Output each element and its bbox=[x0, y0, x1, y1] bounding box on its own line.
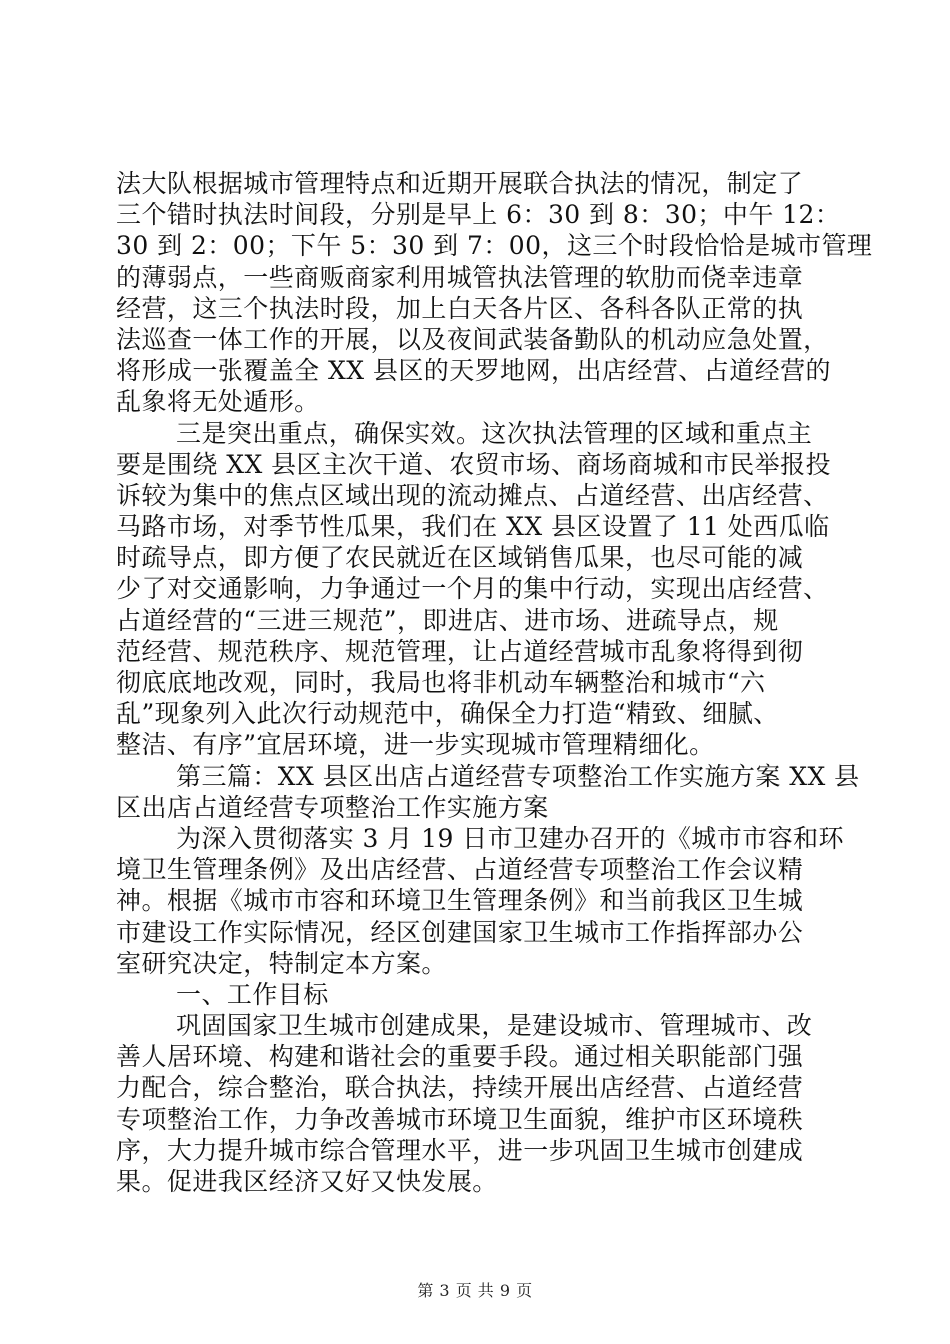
text-line: 乱象将无处遁形。 bbox=[116, 387, 320, 417]
text-line: 善人居环境、构建和谐社会的重要手段。通过相关职能部门强 bbox=[116, 1042, 804, 1072]
text-line: 神。根据《城市市容和环境卫生管理条例》和当前我区卫生城 bbox=[116, 886, 804, 916]
text-line: 经营，这三个执法时段，加上白天各片区、各科各队正常的执 bbox=[116, 293, 804, 323]
text-line: 范经营、规范秩序、规范管理，让占道经营城市乱象将得到彻 bbox=[116, 636, 804, 666]
document-body bbox=[116, 168, 873, 1197]
text-line: 为深入贯彻落实 3 月 19 日市卫建办召开的《城市市容和环 bbox=[176, 823, 845, 853]
text-line: 果。促进我区经济又好又快发展。 bbox=[116, 1167, 498, 1196]
text-line: 法巡查一体工作的开展，以及夜间武装备勤队的机动应急处置， bbox=[116, 324, 829, 354]
text-line: 乱”现象列入此次行动规范中，确保全力打造“精致、细腻、 bbox=[116, 699, 779, 729]
text-line: 力配合，综合整治，联合执法，持续开展出店经营、占道经营 bbox=[116, 1073, 804, 1103]
text-line: 序，大力提升城市综合管理水平，进一步巩固卫生城市创建成 bbox=[116, 1135, 804, 1165]
text-line: 市建设工作实际情况，经区创建国家卫生城市工作指挥部办公 bbox=[116, 917, 804, 947]
page-footer: 第 3 页 共 9 页 bbox=[417, 1281, 533, 1300]
text-line: 诉较为集中的焦点区域出现的流动摊点、占道经营、出店经营、 bbox=[116, 480, 829, 510]
text-line: 三个错时执法时间段，分别是早上 6：30 到 8：30；中午 12： bbox=[116, 200, 841, 230]
text-line: 整洁、有序”宜居环境，进一步实现城市管理精细化。 bbox=[116, 730, 715, 760]
text-line: 30 到 2：00；下午 5：30 到 7：00，这三个时段恰恰是城市管理 bbox=[116, 231, 873, 261]
text-line: 三是突出重点，确保实效。这次执法管理的区域和重点主 bbox=[176, 418, 813, 448]
text-line: 要是围绕 XX 县区主次干道、农贸市场、商场商城和市民举报投 bbox=[116, 449, 831, 479]
text-line: 区出店占道经营专项整治工作实施方案 bbox=[116, 792, 549, 822]
text-line: 将形成一张覆盖全 XX 县区的天罗地网，出店经营、占道经营的 bbox=[116, 356, 831, 386]
text-line: 室研究决定，特制定本方案。 bbox=[116, 948, 447, 978]
text-line: 一、工作目标 bbox=[176, 979, 329, 1009]
text-line: 彻底底地改观，同时，我局也将非机动车辆整治和城市“六 bbox=[116, 668, 766, 697]
text-line: 马路市场，对季节性瓜果，我们在 XX 县区设置了 11 处西瓜临 bbox=[116, 512, 830, 542]
text-line: 法大队根据城市管理特点和近期开展联合执法的情况，制定了 bbox=[116, 169, 804, 198]
text-line: 少了对交通影响，力争通过一个月的集中行动，实现出店经营、 bbox=[116, 574, 829, 604]
text-line: 境卫生管理条例》及出店经营、占道经营专项整治工作会议精 bbox=[116, 855, 804, 885]
text-line: 专项整治工作，力争改善城市环境卫生面貌，维护市区环境秩 bbox=[116, 1104, 804, 1134]
text-line: 时疏导点，即方便了农民就近在区域销售瓜果，也尽可能的减 bbox=[116, 543, 804, 573]
text-line: 第三篇：XX 县区出店占道经营专项整治工作实施方案 XX 县 bbox=[176, 761, 860, 791]
text-line: 占道经营的“三进三规范”，即进店、进市场、进疏导点，规 bbox=[116, 605, 779, 635]
text-line: 巩固国家卫生城市创建成果，是建设城市、管理城市、改 bbox=[176, 1011, 813, 1041]
text-line: 的薄弱点，一些商贩商家利用城管执法管理的软肋而侥幸违章 bbox=[116, 262, 804, 292]
